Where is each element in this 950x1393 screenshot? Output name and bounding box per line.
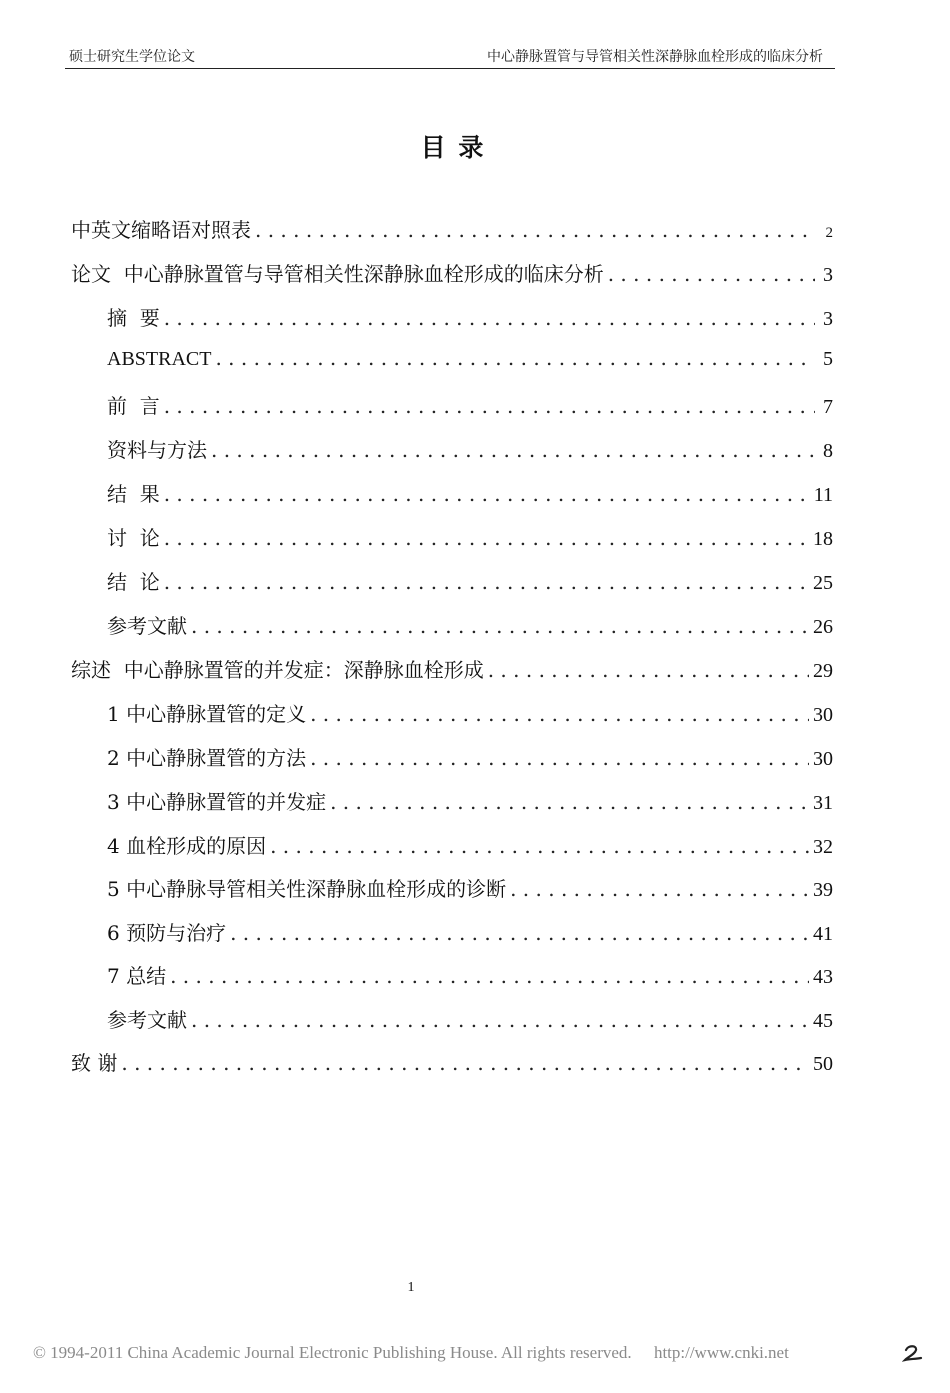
toc-entry[interactable] [107, 698, 833, 738]
toc-entry[interactable] [107, 566, 833, 606]
toc-entry-page: 43 [813, 966, 833, 988]
toc-entry[interactable] [107, 434, 833, 474]
toc-entry-page: 8 [823, 440, 833, 462]
copyright-footer [33, 1343, 789, 1363]
toc-entry[interactable] [71, 1047, 833, 1087]
toc-entry-page: 30 [813, 704, 833, 726]
toc-leader-dots [608, 262, 815, 286]
toc-entry-page: 26 [813, 616, 833, 638]
toc-entry-label: 4 血栓形成的原因 [107, 834, 267, 858]
toc-entry-page: 29 [813, 660, 833, 682]
toc-entry-label: 2 中心静脉置管的方法 [107, 746, 307, 770]
toc-leader-dots [510, 877, 809, 901]
toc-entry-page: 41 [813, 923, 833, 945]
toc-entry-page: 50 [813, 1053, 833, 1075]
toc-leader-dots [170, 964, 809, 988]
toc-leader-dots [191, 614, 809, 638]
toc-leader-dots [164, 482, 810, 506]
toc-entry[interactable] [107, 873, 833, 913]
toc-entry-label: 3 中心静脉置管的并发症 [107, 790, 327, 814]
toc-entry-page: 11 [813, 484, 833, 506]
toc-entry[interactable] [107, 478, 833, 518]
toc-leader-dots [164, 570, 809, 594]
toc-entry-label: 5 中心静脉导管相关性深静脉血栓形成的诊断 [107, 877, 507, 901]
toc-leader-dots [191, 1008, 809, 1032]
toc-leader-dots [215, 346, 815, 370]
toc-entry[interactable] [107, 960, 833, 1000]
toc-entry-label: 摘 要 [107, 306, 160, 330]
toc-leader-dots [164, 306, 815, 330]
toc-leader-dots [255, 218, 815, 242]
toc-entry-page: 25 [813, 572, 833, 594]
toc-leader-dots [211, 438, 815, 462]
toc-entry-label: 6 预防与治疗 [107, 921, 227, 945]
toc-entry[interactable] [107, 346, 833, 386]
header-left-text: 硕士研究生学位论文 [69, 49, 195, 65]
toc-entry-page: 3 [823, 308, 833, 330]
toc-entry-page: 45 [813, 1010, 833, 1032]
toc-entry-label: 中英文缩略语对照表 [71, 218, 251, 242]
toc-entry-page: 31 [813, 792, 833, 814]
toc-entry-label: 综述 中心静脉置管的并发症：深静脉血栓形成 [71, 658, 484, 682]
toc-entry[interactable] [107, 302, 833, 342]
toc-entry-label: ABSTRACT [107, 348, 212, 370]
toc-entry[interactable] [107, 610, 833, 650]
toc-entry-page: 3 [823, 264, 833, 286]
toc-leader-dots [121, 1051, 809, 1075]
toc-entry[interactable] [107, 522, 833, 562]
toc-entry-label: 论文 中心静脉置管与导管相关性深静脉血栓形成的临床分析 [71, 262, 604, 286]
toc-leader-dots [164, 526, 809, 550]
toc-entry-page: 2 [825, 225, 833, 241]
toc-leader-dots [330, 790, 809, 814]
running-header [65, 40, 835, 69]
toc-entry-page: 39 [813, 879, 833, 901]
toc-title: 目 录 [420, 133, 486, 162]
handwritten-mark-icon [902, 1342, 924, 1364]
toc-entry[interactable] [107, 1004, 833, 1044]
toc-leader-dots [270, 834, 809, 858]
page-number: 1 [407, 1280, 415, 1295]
toc-entry[interactable] [71, 258, 833, 298]
footer-url[interactable]: http://www.cnki.net [653, 1343, 789, 1362]
toc-entry-label: 致 谢 [71, 1051, 118, 1075]
copyright-text: © 1994-2011 China Academic Journal Electronic Publishing House. All rights reserved. [33, 1343, 632, 1362]
toc-entry[interactable] [107, 917, 833, 957]
toc-entry-page: 5 [823, 348, 833, 370]
toc-entry-label: 7 总结 [107, 964, 167, 988]
toc-entry-page: 18 [813, 528, 833, 550]
toc-entry-label: 参考文献 [107, 614, 187, 638]
toc-entry-label: 结 论 [107, 570, 160, 594]
toc-entry-label: 资料与方法 [107, 438, 207, 462]
toc-entry-page: 30 [813, 748, 833, 770]
toc-entry[interactable] [107, 786, 833, 826]
toc-entry[interactable] [107, 830, 833, 870]
toc-entry[interactable] [71, 654, 833, 694]
toc-entry-label: 1 中心静脉置管的定义 [107, 702, 307, 726]
toc-entry-label: 讨 论 [107, 526, 160, 550]
toc-entry[interactable] [107, 742, 833, 782]
toc-entry-page: 32 [813, 836, 833, 858]
toc-leader-dots [488, 658, 809, 682]
header-right-text: 中心静脉置管与导管相关性深静脉血栓形成的临床分析 [487, 49, 823, 65]
toc-leader-dots [310, 702, 809, 726]
toc-entry[interactable] [107, 390, 833, 430]
toc-leader-dots [310, 746, 809, 770]
toc-entry-label: 结 果 [107, 482, 160, 506]
toc-entry-page: 7 [823, 396, 833, 418]
toc-entry-label: 前 言 [107, 394, 160, 418]
toc-entry-label: 参考文献 [107, 1008, 187, 1032]
toc-leader-dots [164, 394, 815, 418]
toc-leader-dots [230, 921, 809, 945]
toc-entry[interactable] [71, 214, 833, 254]
